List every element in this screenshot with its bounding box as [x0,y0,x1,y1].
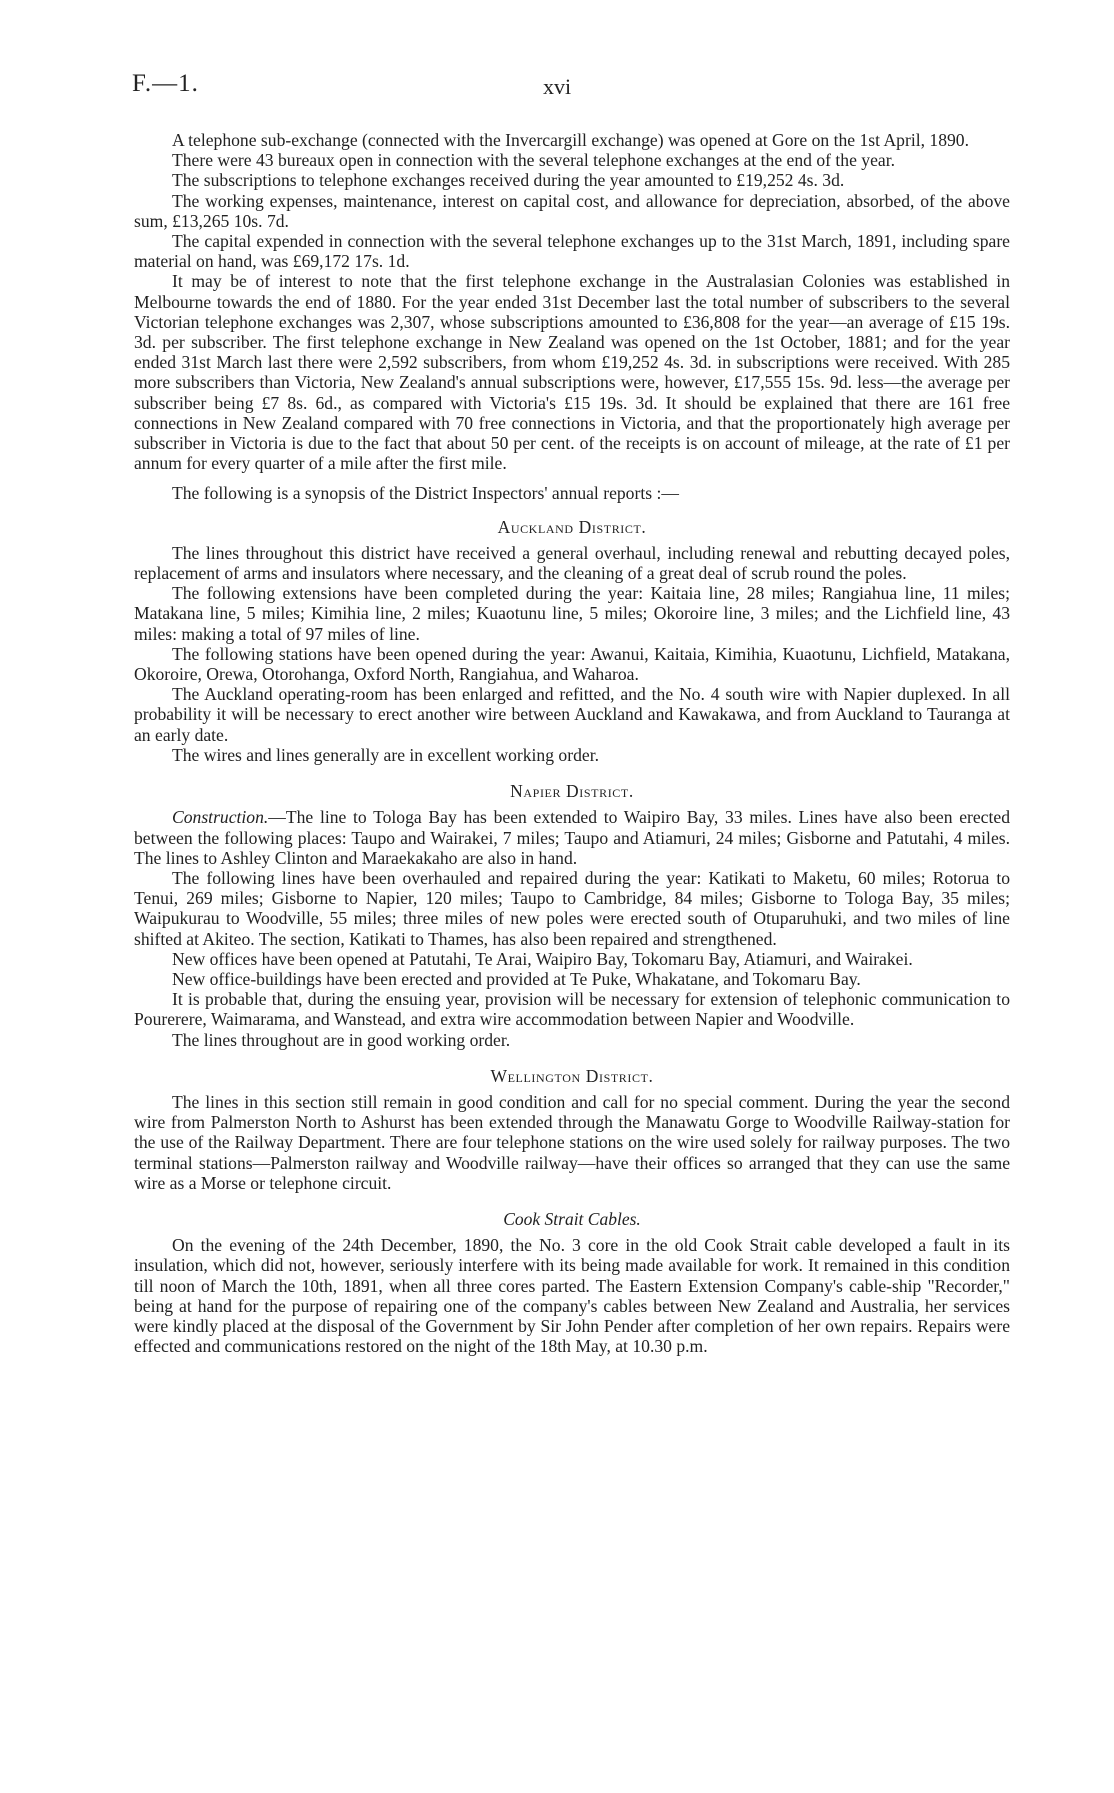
paragraph: The following extensions have been completed during the year: Kaitaia line, 28 miles; Rangiahua line, 11 miles; Matakana line, 5 miles; Kimihia line, 2 miles; Kuaotunu line, 5 miles; Okoroire line, 3 miles; and the Lichfield line, 43 miles: making a total of 97 miles of line. [134,583,1010,644]
paragraph: On the evening of the 24th December, 1890, the No. 3 core in the old Cook Strait cable developed a fault in its insulation, which did not, however, seriously interfere with its being made available for work. It remained in this condition till noon of March the 10th, 1891, when all three cores parted. The Eastern Extension Company's cable-ship "Recorder," being at hand for the purpose of repairing one of the company's cables between New Zealand and Australia, her services were kindly placed at the disposal of the Government by Sir John Pender after completion of her own repairs. Repairs were effected and communications restored on the night of the 18th May, at 10.30 p.m. [134,1235,1010,1357]
section-heading-wellington: Wellington District. [490,1065,654,1086]
paragraph: New office-buildings have been erected and provided at Te Puke, Whakatane, and Tokomaru Bay. [172,968,861,989]
paragraph: The lines throughout this district have received a general overhaul, including renewal and rebutting decayed poles, replacement of arms and insulators where necessary, and the cleaning of a great deal of scrub round the poles. [134,542,1010,584]
paragraph: The capital expended in connection with the several telephone exchanges up to the 31st March, 1891, including spare material on hand, was £69,172 17s. 1d. [134,231,1010,272]
construction-label: Construction. [172,807,269,828]
paragraph: The following lines have been overhauled and repaired during the year: Katikati to Maketu, 60 miles; Rotorua to Tenui, 269 miles; Gisborne to Napier, 120 miles; Taupo to Cambridge, 84 miles; Gisborne to Tologa Bay, 35 miles; Waipukurau to Woodville, 55 miles; three miles of new poles were erected south of Otuparuhuki, and two miles of line shifted at Akiteo. The section, Katikati to Thames, has also been repaired and strengthened. [134,867,1010,949]
paragraph: The lines in this section still remain in good condition and call for no special comment. During the year the second wire from Palmerston North to Ashurst has been extended through the Manawatu Gorge to Woodville Railway-station for the use of the Railway Department. There are four telephone stations on the wire used solely for railway purposes. The two terminal stations—Palmerston railway and Woodville railway—have their offices so arranged that they can use the same wire as a Morse or telephone circuit. [134,1091,1010,1193]
construction-text: —The line to Tologa Bay has been extended to Waipiro Bay, 33 miles. Lines have also been erected between the following places: Taupo and Wairakei, 7 miles; Taupo and Atiamuri, 24 miles; Gisborne and Patutahi, 4 miles. The lines to Ashley Clinton and Maraekakaho are also in hand. [134,807,1010,868]
body-text [134,130,1010,1356]
paragraph: A telephone sub-exchange (connected with the Invercargill exchange) was opened at Gore on the 1st April, 1890. [172,130,969,150]
paragraph-construction [134,807,1010,868]
paragraph: The following stations have been opened during the year: Awanui, Kaitaia, Kimihia, Kuaotunu, Lichfield, Matakana, Okoroire, Orewa, Otorohanga, Oxford North, Rangiahua, and Waharoa. [134,643,1010,685]
report-reference: F.—1. [132,70,199,97]
section-heading-auckland: Auckland District. [497,516,647,537]
section-heading-cook-strait: Cook Strait Cables. [503,1208,641,1229]
paragraph: The lines throughout are in good working order. [172,1029,511,1050]
paragraph: New offices have been opened at Patutahi, Te Arai, Waipiro Bay, Tokomaru Bay, Atiamuri, and Wairakei. [172,948,913,969]
paragraph: The Auckland operating-room has been enlarged and refitted, and the No. 4 south wire with Napier duplexed. In all probability it will be necessary to erect another wire between Auckland and Kawakawa, and from Auckland to Tauranga at an early date. [134,684,1010,745]
paragraph: The working expenses, maintenance, interest on capital cost, and allowance for depreciation, absorbed, of the above sum, £13,265 10s. 7d. [134,190,1010,231]
synopsis-intro: The following is a synopsis of the District Inspectors' annual reports :— [172,483,679,504]
paragraph: The wires and lines generally are in excellent working order. [172,744,599,765]
page-number: xvi [542,74,572,99]
paragraph: The subscriptions to telephone exchanges received during the year amounted to £19,252 4s. 3d. [172,170,845,191]
paragraph: It may be of interest to note that the first telephone exchange in the Australasian Colonies was established in Melbourne towards the end of 1880. For the year ended 31st December last the total number of subscribers to the several Victorian telephone exchanges was 2,307, whose subscriptions amounted to £36,808 for the year—an average of £15 19s. 3d. per subscriber. The first telephone exchange in New Zealand was opened on the 1st October, 1881; and for the year ended 31st March last there were 2,592 subscribers, from whom £19,252 4s. 3d. in subscriptions were received. With 285 more subscribers than Victoria, New Zealand's annual subscriptions were, however, £17,555 15s. 9d. less—the average per subscriber being £7 8s. 6d., as compared with Victoria's £15 19s. 3d. It should be explained that there are 161 free connections in New Zealand compared with 70 free connections in Victoria, and that the proportionately high average per subscriber in Victoria is due to the fact that about 50 per cent. of the receipts is on account of mileage, at the rate of £1 per annum for every quarter of a mile after the first mile. [134,271,1010,474]
section-heading-napier: Napier District. [510,781,634,802]
paragraph: It is probable that, during the ensuing year, provision will be necessary for extension of telephonic communication to Pourerere, Waimarama, and Wanstead, and extra wire accommodation between Napier and Woodville. [134,989,1010,1030]
paragraph: There were 43 bureaux open in connection with the several telephone exchanges at the end of the year. [172,150,896,171]
